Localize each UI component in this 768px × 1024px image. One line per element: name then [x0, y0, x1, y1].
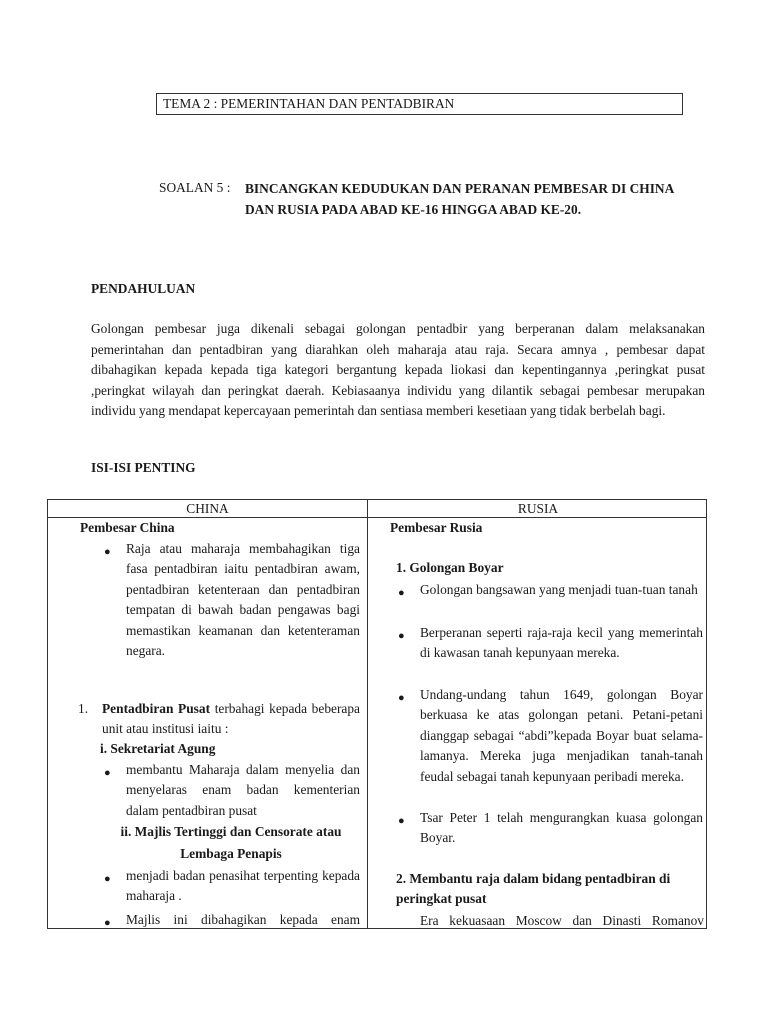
- table-header-rusia: RUSIA: [517, 501, 559, 516]
- bullet-icon: ●: [104, 873, 111, 885]
- china-item-1-number: 1.: [78, 701, 89, 716]
- rusia-bullet-2: Berperanan seperti raja-raja kecil yang memerintah di kawasan tanah kepunyaan mereka.: [420, 625, 703, 661]
- china-subtitle: Pembesar China: [80, 520, 175, 535]
- table-column-divider: [367, 500, 368, 928]
- bullet-icon: ●: [398, 630, 405, 642]
- china-sub-ii: ii. Majlis Tertinggi dan Censorate atau Lembaga Penapis: [120, 824, 342, 861]
- theme-title: TEMA 2 : PEMERINTAHAN DAN PENTADBIRAN: [163, 96, 455, 111]
- china-sub-i-bullet: membantu Maharaja dalam menyelia dan menyelaras enam badan kementerian dalam pentadbiran pusat: [126, 762, 360, 818]
- bullet-icon: ●: [398, 587, 405, 599]
- rusia-item-2-text: Era kekuasaan Moscow dan Dinasti Romanov: [420, 913, 704, 928]
- rusia-bullet-1: Golongan bangsawan yang menjadi tuan-tuan tanah: [420, 582, 698, 597]
- rusia-item-2: 2. Membantu raja dalam bidang pentadbiran di peringkat pusat: [396, 871, 671, 907]
- china-sub-i: i. Sekretariat Agung: [100, 741, 216, 756]
- table-header-china: CHINA: [186, 501, 229, 516]
- china-bullet-1: Raja atau maharaja membahagikan tiga fasa pentadbiran iaitu pentadbiran awam, pentadbiran ketenteraan dan pentadbiran tempatan di bawah badan pengawas bagi memastikan keamanan dan ketenteraman negara.: [126, 541, 360, 659]
- intro-heading: PENDAHULUAN: [91, 281, 196, 296]
- china-sub-ii-bullet-1: menjadi badan penasihat terpenting kepada maharaja .: [126, 868, 360, 904]
- question-label: SOALAN 5 :: [159, 180, 231, 195]
- bullet-icon: ●: [104, 917, 111, 929]
- rusia-item-1: 1. Golongan Boyar: [396, 560, 504, 575]
- key-points-heading: ISI-ISI PENTING: [91, 460, 196, 475]
- china-item-1-text: terbahagi kepada beberapa unit atau institusi iaitu :: [102, 701, 360, 737]
- rusia-subtitle: Pembesar Rusia: [390, 520, 483, 535]
- question-text: BINCANGKAN KEDUDUKAN DAN PERANAN PEMBESAR DI CHINA DAN RUSIA PADA ABAD KE-16 HINGGA ABAD KE-20.: [245, 181, 674, 217]
- bullet-icon: ●: [104, 546, 111, 558]
- china-item-1: [102, 699, 360, 740]
- rusia-bullet-4: Tsar Peter 1 telah mengurangkan kuasa golongan Boyar.: [420, 810, 703, 846]
- intro-paragraph: Golongan pembesar juga dikenali sebagai golongan pentadbir yang berperanan dalam melaksanakan pemerintahan dan pentadbiran yang diarahkan oleh maharaja atau raja. Secara amnya , pembesar dapat dibahagikan kepada kepada tiga kategori bergantung kepada liokasi dan kepentingannya ,peringkat pusat ,peringkat wilayah dan peringkat daerah. Kebiasaanya individu yang dilantik sebagai pembesar merupakan individu yang mendapat kepercayaan pemerintah dan sentiasa memberi kesetiaan yang tidak berbelah bagi.: [91, 321, 705, 419]
- comparison-table: [47, 499, 707, 929]
- rusia-bullet-3: Undang-undang tahun 1649, golongan Boyar berkuasa ke atas golongan petani. Petani-petani dianggap sebagai “abdi”kepada Boyar buat selama-lamanya. Mereka juga menjadikan tanah-tanah feudal sebagai tanah kepunyaan peribadi mereka.: [420, 687, 703, 784]
- bullet-icon: ●: [398, 692, 405, 704]
- bullet-icon: ●: [398, 815, 405, 827]
- china-sub-ii-bullet-2: Majlis ini dibahagikan kepada enam: [126, 912, 360, 927]
- bullet-icon: ●: [104, 767, 111, 779]
- theme-title-box: [156, 93, 683, 115]
- china-item-1-title: Pentadbiran Pusat: [102, 701, 211, 716]
